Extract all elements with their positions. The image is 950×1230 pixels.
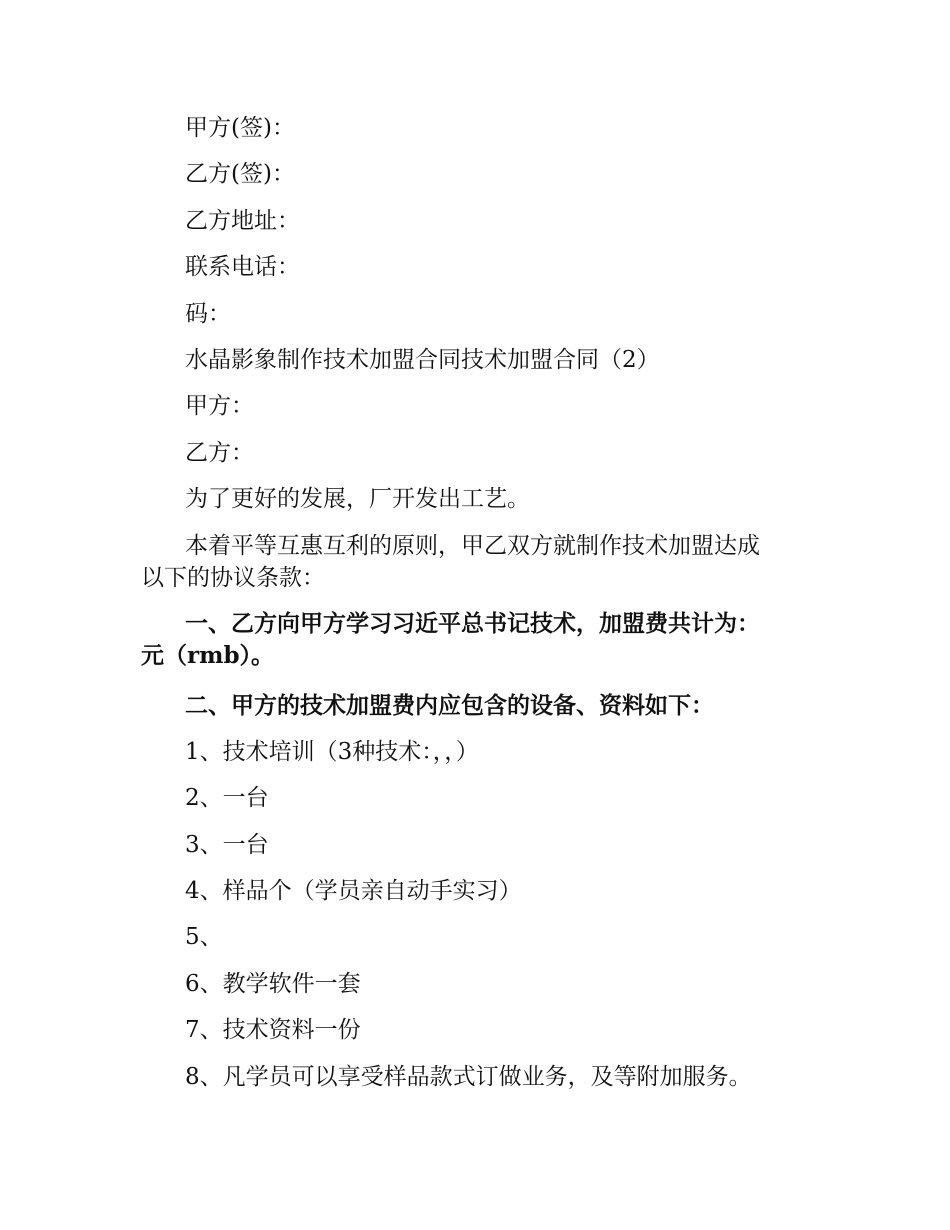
list-item: 5、 bbox=[185, 924, 223, 951]
contract-title: 水晶影象制作技术加盟合同技术加盟合同（2） bbox=[185, 346, 660, 373]
list-item: 7、技术资料一份 bbox=[185, 1017, 361, 1044]
party-b-line: 乙方： bbox=[185, 439, 254, 466]
party-b-signature: 乙方(签)： bbox=[185, 161, 295, 188]
contact-phone: 联系电话： bbox=[185, 254, 300, 281]
principle-line-2: 以下的协议条款： bbox=[141, 564, 325, 591]
list-item: 4、样品个（学员亲自动手实习） bbox=[185, 878, 522, 905]
list-item: 6、教学软件一套 bbox=[185, 970, 361, 997]
party-b-address: 乙方地址： bbox=[185, 207, 300, 234]
list-item: 3、一台 bbox=[185, 831, 269, 858]
intro-paragraph: 为了更好的发展，厂开发出工艺。 bbox=[185, 486, 530, 513]
clause-1-line-2: 元（rmb）。 bbox=[141, 641, 275, 669]
document-body bbox=[141, 108, 811, 1103]
principle-paragraph bbox=[141, 530, 811, 594]
clause-1 bbox=[141, 608, 811, 672]
clause-1-line-1: 一、乙方向甲方学习习近平总书记技术，加盟费共计为： bbox=[185, 609, 760, 637]
list-item: 8、凡学员可以享受样品款式订做业务，及等附加服务。 bbox=[185, 1063, 752, 1090]
list-item: 1、技术培训（3种技术：，，） bbox=[185, 738, 479, 765]
clause-2-heading: 二、甲方的技术加盟费内应包含的设备、资料如下： bbox=[185, 691, 714, 719]
party-a-line: 甲方： bbox=[185, 393, 254, 420]
list-item: 2、一台 bbox=[185, 785, 269, 812]
code-line: 码： bbox=[185, 300, 231, 327]
party-a-signature: 甲方(签)： bbox=[185, 115, 295, 141]
principle-line-1: 本着平等互惠互利的原则，甲乙双方就制作技术加盟达成 bbox=[185, 532, 760, 559]
